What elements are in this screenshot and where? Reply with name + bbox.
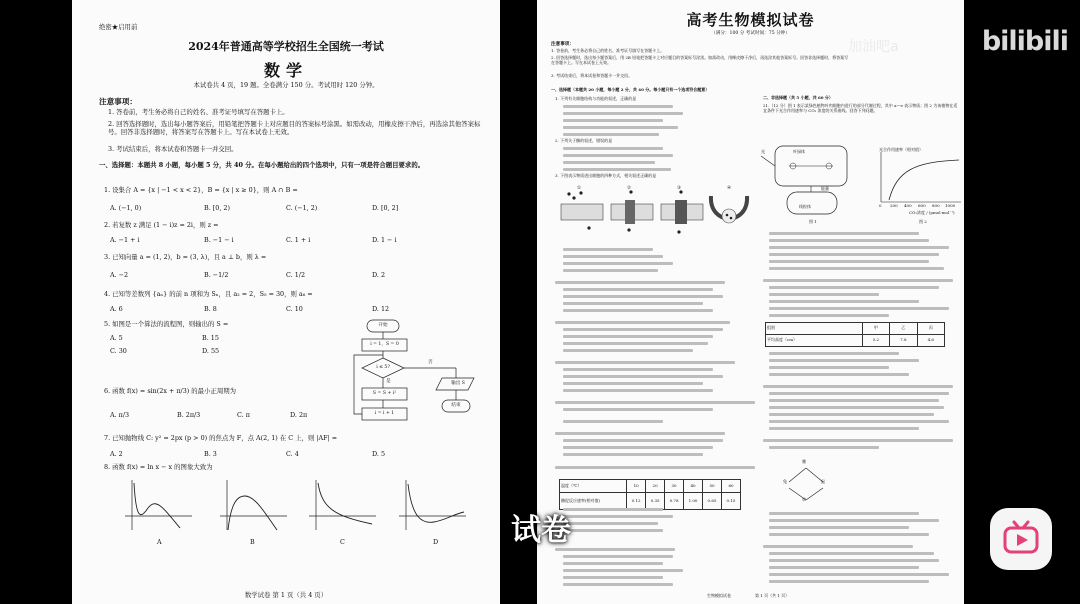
q7-opt-a: A. 2 bbox=[110, 450, 123, 458]
q4-opt-b: B. 8 bbox=[204, 305, 217, 313]
food-web-mouse: 鼠 bbox=[821, 479, 825, 484]
note-3: 3. 考试结束后，将本试卷和答题卡一并交回。 bbox=[108, 145, 238, 153]
bio-section-nonchoice: 二、非选择题（共 5 小题，共 60 分） bbox=[763, 95, 833, 100]
q8-label-a: A bbox=[157, 538, 162, 546]
th-20: 20 bbox=[646, 480, 665, 493]
figure-1-schematic bbox=[759, 142, 871, 220]
q3-opt-a: A. −2 bbox=[110, 271, 129, 279]
mini-fig-3: ③ bbox=[677, 186, 682, 191]
ht-jia: 甲 bbox=[862, 323, 889, 335]
fig2-caption: 图 2 bbox=[919, 219, 927, 224]
th-temp: 温度（℃） bbox=[560, 480, 627, 493]
flow-increment: i = i + 1 bbox=[374, 411, 395, 416]
fig2-tick-600: 600 bbox=[918, 203, 926, 208]
cell-20: 0.35 bbox=[646, 493, 665, 510]
q6-opt-d: D. 2π bbox=[290, 411, 308, 419]
plant-height-table bbox=[765, 322, 945, 347]
q3-opt-b: B. −1/2 bbox=[204, 271, 229, 279]
bio-footer-right: 第 1 页（共 1 页） bbox=[755, 593, 790, 598]
food-web-hawk: 鹰 bbox=[802, 459, 806, 464]
q6-stem: 6. 函数 f(x) = sin(2x + π/3) 的最小正周期为 bbox=[104, 387, 237, 395]
mini-fig-4: ④ bbox=[727, 186, 732, 191]
fig1-caption: 图 1 bbox=[809, 219, 817, 224]
q1-opt-d: D. [0, 2] bbox=[372, 204, 399, 212]
mini-fig-1: ① bbox=[577, 186, 582, 191]
q5-opt-c: C. 30 bbox=[110, 347, 127, 355]
ht-row-label: 平均高度（cm） bbox=[766, 335, 863, 347]
q4-opt-d: D. 12 bbox=[372, 305, 390, 313]
row-label: 酶促反应速率(相对值) bbox=[560, 493, 627, 510]
fig2-tick-400: 400 bbox=[904, 203, 912, 208]
math-footer: 数学试卷 第 1 页（共 4 页） bbox=[244, 591, 328, 599]
ht-yi: 乙 bbox=[890, 323, 917, 335]
bio-section-choice: 一、选择题（本题共 20 小题，每小题 2 分，共 40 分。每小题只有一个选项符合题意） bbox=[551, 87, 710, 92]
th-30: 30 bbox=[665, 480, 684, 493]
cell-40: 1.00 bbox=[684, 493, 703, 510]
q7-opt-c: C. 4 bbox=[286, 450, 299, 458]
th-50: 50 bbox=[703, 480, 722, 493]
bio-notes-heading: 注意事项： bbox=[551, 42, 574, 47]
bio-q2-stem: 2. 下列关于酶的叙述，错误的是 bbox=[555, 138, 613, 143]
flow-output: 输出 S bbox=[451, 381, 465, 386]
q5-stem: 5. 如图是一个算法的流程图，则输出的 S = bbox=[104, 320, 229, 328]
q5-opt-b: B. 15 bbox=[202, 334, 219, 342]
q8-graph-a bbox=[120, 478, 195, 533]
fig2-tick-1000: 1000 bbox=[945, 203, 956, 208]
fig1-chloroplast: 叶绿体 bbox=[793, 149, 805, 154]
q4-stem: 4. 已知等差数列 {aₙ} 的前 n 项和为 Sₙ，且 a₂ = 2，S₅ = 30，则 a₆ = bbox=[104, 290, 313, 298]
biology-exam-page bbox=[537, 0, 964, 604]
bio-q1-stem: 1. 下列有关细胞结构与功能的叙述，正确的是 bbox=[555, 96, 637, 101]
flow-init: i = 1，S = 0 bbox=[370, 342, 399, 347]
q8-graph-c bbox=[304, 478, 379, 533]
bio-q3-stem: 3. 下图表示物质进出细胞的四种方式，相关叙述正确的是 bbox=[555, 173, 657, 178]
flow-no: 否 bbox=[428, 360, 433, 365]
play-button[interactable] bbox=[990, 508, 1052, 570]
membrane-transport-figure bbox=[559, 186, 759, 242]
cell-60: 0.15 bbox=[721, 493, 740, 510]
th-10: 10 bbox=[627, 480, 646, 493]
q2-opt-b: B. −1 − i bbox=[204, 236, 234, 244]
fig1-light: 光 bbox=[761, 149, 765, 154]
flow-yes: 是 bbox=[386, 379, 391, 384]
th-40: 40 bbox=[684, 480, 703, 493]
q5-opt-a: A. 5 bbox=[110, 334, 123, 342]
exam-info: 本试卷共 4 页，19 题。全卷满分 150 分。考试用时 120 分钟。 bbox=[193, 81, 379, 89]
fig2-tick-200: 200 bbox=[890, 203, 898, 208]
q1-opt-a: A. (−1, 0) bbox=[110, 204, 142, 212]
q4-opt-a: A. 6 bbox=[110, 305, 123, 313]
q3-stem: 3. 已知向量 a = (1, 2)，b = (3, λ)，且 a ⊥ b，则 λ = bbox=[104, 253, 267, 261]
exam-title: 2024年普通高等学校招生全国统一考试 bbox=[188, 40, 384, 53]
food-web-diagram bbox=[771, 458, 841, 508]
note-1: 1. 答卷前，考生务必将自己的姓名、准考证号填写在答题卡上。 bbox=[108, 108, 289, 116]
ht-val-bing: 4.6 bbox=[917, 335, 944, 347]
fig2-xlabel: CO₂浓度 / (μmol·mol⁻¹) bbox=[909, 210, 955, 215]
q4-opt-c: C. 10 bbox=[286, 305, 303, 313]
cell-50: 0.65 bbox=[703, 493, 722, 510]
q8-stem: 8. 函数 f(x) = ln x − x 的图象大致为 bbox=[104, 463, 213, 471]
q7-opt-b: B. 3 bbox=[204, 450, 217, 458]
q6-opt-b: B. 2π/3 bbox=[177, 411, 201, 419]
q8-label-c: C bbox=[340, 538, 345, 546]
bio-footer-left: 生物模拟试卷 bbox=[707, 593, 731, 598]
q8-graph-b bbox=[215, 478, 290, 533]
q6-opt-c: C. π bbox=[237, 411, 250, 419]
q8-label-d: D bbox=[433, 538, 439, 546]
flow-start: 开始 bbox=[378, 323, 388, 328]
fig2-ylabel: 光合作用速率（相对值） bbox=[879, 147, 923, 152]
q2-opt-c: C. 1 + i bbox=[286, 236, 311, 244]
q7-opt-d: D. 5 bbox=[372, 450, 386, 458]
fig2-tick-800: 800 bbox=[932, 203, 940, 208]
enzyme-rate-table bbox=[559, 479, 741, 510]
ht-val-yi: 7.8 bbox=[890, 335, 917, 347]
q1-opt-c: C. (−1, 2) bbox=[286, 204, 318, 212]
q2-opt-d: D. 1 − i bbox=[372, 236, 397, 244]
ht-group: 组别 bbox=[766, 323, 863, 335]
flow-condition: i ≤ 5? bbox=[376, 365, 390, 370]
bio-note-2: 2. 回答选择题时，选出每小题答案后，用 2B 铅笔把答题卡上对应题目的答案标号涂黑。如需改动，用橡皮擦干净后，再选涂其他答案标号。回答非选择题时，将答案写在答题卡上。写在本试卷上无效。 bbox=[551, 55, 849, 65]
th-60: 60 bbox=[721, 480, 740, 493]
q3-opt-c: C. 1/2 bbox=[286, 271, 306, 279]
cell-30: 0.78 bbox=[665, 493, 684, 510]
q3-opt-d: D. 2 bbox=[372, 271, 386, 279]
q2-stem: 2. 若复数 z 满足 (1 − i)z = 2i，则 z = bbox=[104, 221, 219, 229]
note-2: 2. 回答选择题时，选出每小题答案后，用铅笔把答题卡上对应题目的答案标号涂黑。如需改动，用橡皮擦干净后，再选涂其他答案标号。回答非选择题时，将答案写在答题卡上。写在本试卷上无效。 bbox=[108, 120, 481, 136]
food-web-rabbit: 兔 bbox=[783, 479, 787, 484]
bio-note-3: 3. 考试结束后，将本试卷和答题卡一并交回。 bbox=[551, 73, 633, 78]
q2-opt-a: A. −1 + i bbox=[110, 236, 140, 244]
section-choice: 一、选择题：本题共 8 小题，每小题 5 分，共 40 分。在每小题给出的四个选项中，只有一项是符合题目要求的。 bbox=[99, 161, 425, 169]
bilibili-logo: bilibili bbox=[981, 26, 1068, 57]
fig1-energy: 能量 bbox=[821, 186, 829, 191]
fig2-tick-0: 0 bbox=[879, 203, 882, 208]
q7-stem: 7. 已知抛物线 C: y² = 2px (p > 0) 的焦点为 F，点 A(2, 1) 在 C 上，则 |AF| = bbox=[104, 434, 338, 442]
subject-title: 数学 bbox=[263, 61, 308, 80]
fig1-mito: 线粒体 bbox=[799, 204, 811, 209]
ht-bing: 丙 bbox=[917, 323, 944, 335]
q1-opt-b: B. [0, 2) bbox=[204, 204, 230, 212]
q5-opt-d: D. 55 bbox=[202, 347, 220, 355]
bio-note-1: 1. 答卷前，考生务必将自己的姓名、准考证号填写在答题卡上。 bbox=[551, 48, 665, 53]
channel-name: 加油吧a bbox=[848, 39, 899, 55]
q1-stem: 1. 设集合 A = {x | −1 < x < 2}，B = {x | x ≥ 0}，则 A ∩ B = bbox=[104, 186, 298, 194]
flow-body: S = S + i² bbox=[372, 391, 397, 396]
food-web-grass: 草 bbox=[802, 497, 806, 502]
video-subtitle: 试卷 bbox=[511, 513, 571, 548]
bio-meta: （满分：100 分 考试时间：75 分钟） bbox=[711, 31, 790, 36]
flowchart bbox=[362, 318, 492, 438]
bio-q21: 21.（12 分）图 1 表示某绿色植物叶肉细胞内进行的部分代谢过程，其中 a～e 表示物质；图 2 为该植物在适宜条件下光合作用速率与 CO₂ 浓度的关系曲线。回答下列问题。 bbox=[763, 103, 958, 113]
notes-heading: 注意事项： bbox=[99, 97, 137, 106]
q8-graph-d bbox=[394, 478, 469, 533]
cell-10: 0.12 bbox=[627, 493, 646, 510]
mini-fig-2: ② bbox=[627, 186, 632, 191]
bio-title: 高考生物模拟试卷 bbox=[686, 11, 815, 29]
ht-val-jia: 5.2 bbox=[862, 335, 889, 347]
secret-label: 绝密★启用前 bbox=[99, 23, 138, 31]
flow-end: 结束 bbox=[451, 403, 461, 408]
math-exam-page bbox=[72, 0, 500, 604]
q8-label-b: B bbox=[250, 538, 255, 546]
q6-opt-a: A. π/3 bbox=[110, 411, 130, 419]
tv-play-icon bbox=[1002, 520, 1040, 558]
